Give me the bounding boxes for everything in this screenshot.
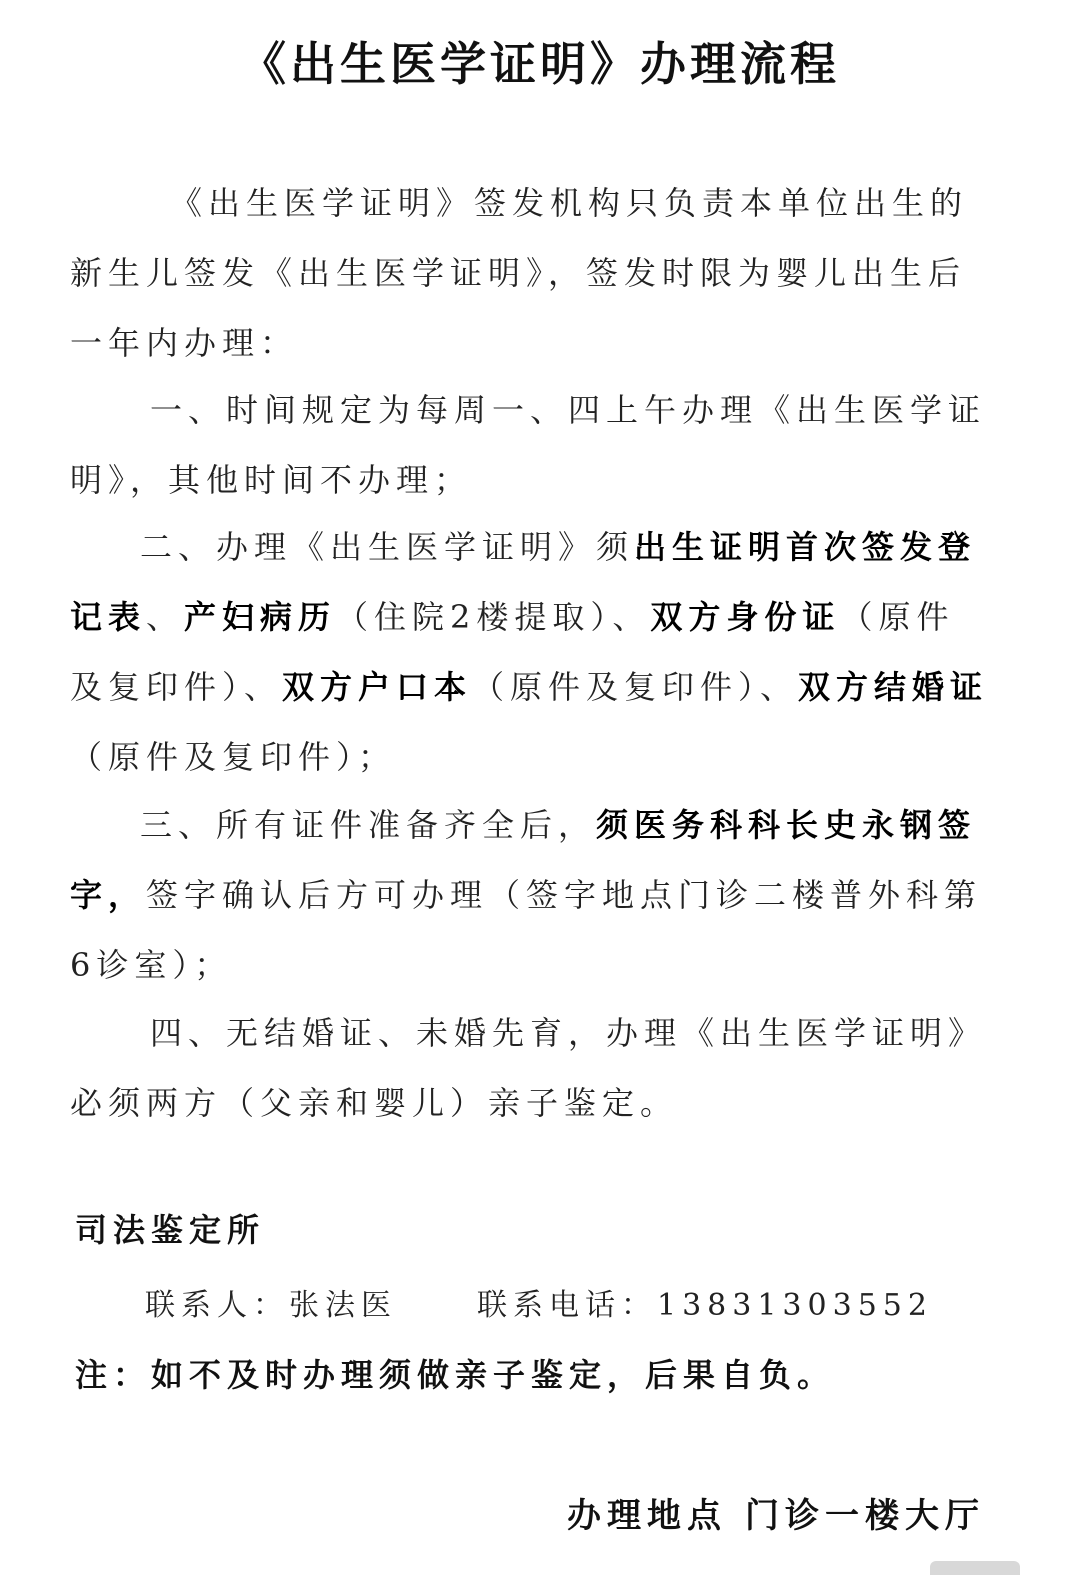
signature-requirement: 须医务科科长史永钢签字，	[70, 806, 977, 914]
doc-note: （原件及复印件）、	[70, 598, 955, 706]
location-label: 办理地点	[567, 1496, 727, 1536]
doc-note: （原件及复印件）；	[70, 738, 397, 776]
rule-item-3	[70, 790, 990, 1000]
required-doc-registration-form: 出生证明首次签发登记表	[70, 528, 977, 636]
rule-item-3-lead: 三、所有证件准备齐全后，	[140, 806, 597, 844]
contact-phone: 13831303552	[657, 1288, 933, 1323]
doc-note: （原件及复印件）、	[472, 668, 799, 706]
corner-artifact	[930, 1561, 1020, 1575]
location-value: 门诊一楼大厅	[745, 1496, 985, 1536]
required-doc-marriage-certificate: 双方结婚证	[798, 668, 989, 706]
contact-person: 张法医	[289, 1288, 397, 1323]
doc-note: （住院2楼提取）、	[336, 598, 651, 636]
required-doc-id-cards: 双方身份证	[650, 598, 841, 636]
department-heading: 司法鉴定所	[75, 1211, 266, 1249]
rule-item-2-lead: 二、办理《出生医学证明》须	[140, 528, 635, 566]
separator: 、	[146, 598, 185, 636]
rule-item-3-tail: 签字确认后方可办理（签字地点门诊二楼普外科第6诊室）；	[70, 876, 983, 984]
required-doc-maternal-record: 产妇病历	[184, 598, 337, 636]
rule-item-4: 四、无结婚证、未婚先育，办理《出生医学证明》必须两方（父亲和婴儿）亲子鉴定。	[70, 1014, 987, 1122]
required-doc-household-register: 双方户口本	[282, 668, 473, 706]
contact-line	[145, 1280, 933, 1324]
contact-phone-label: 联系电话：	[477, 1288, 657, 1323]
page-title: 《出生医学证明》办理流程	[240, 37, 840, 91]
rule-item-1: 一、时间规定为每周一、四上午办理《出生医学证明》，其他时间不办理；	[70, 391, 987, 499]
rule-item-2	[70, 512, 990, 792]
intro-paragraph: 《出生医学证明》签发机构只负责本单位出生的新生儿签发《出生医学证明》，签发时限为婴儿出生后一年内办理：	[70, 184, 969, 362]
warning-note: 注：如不及时办理须做亲子鉴定，后果自负。	[75, 1356, 836, 1394]
contact-person-label: 联系人：	[145, 1288, 289, 1323]
location-line	[567, 1488, 985, 1537]
